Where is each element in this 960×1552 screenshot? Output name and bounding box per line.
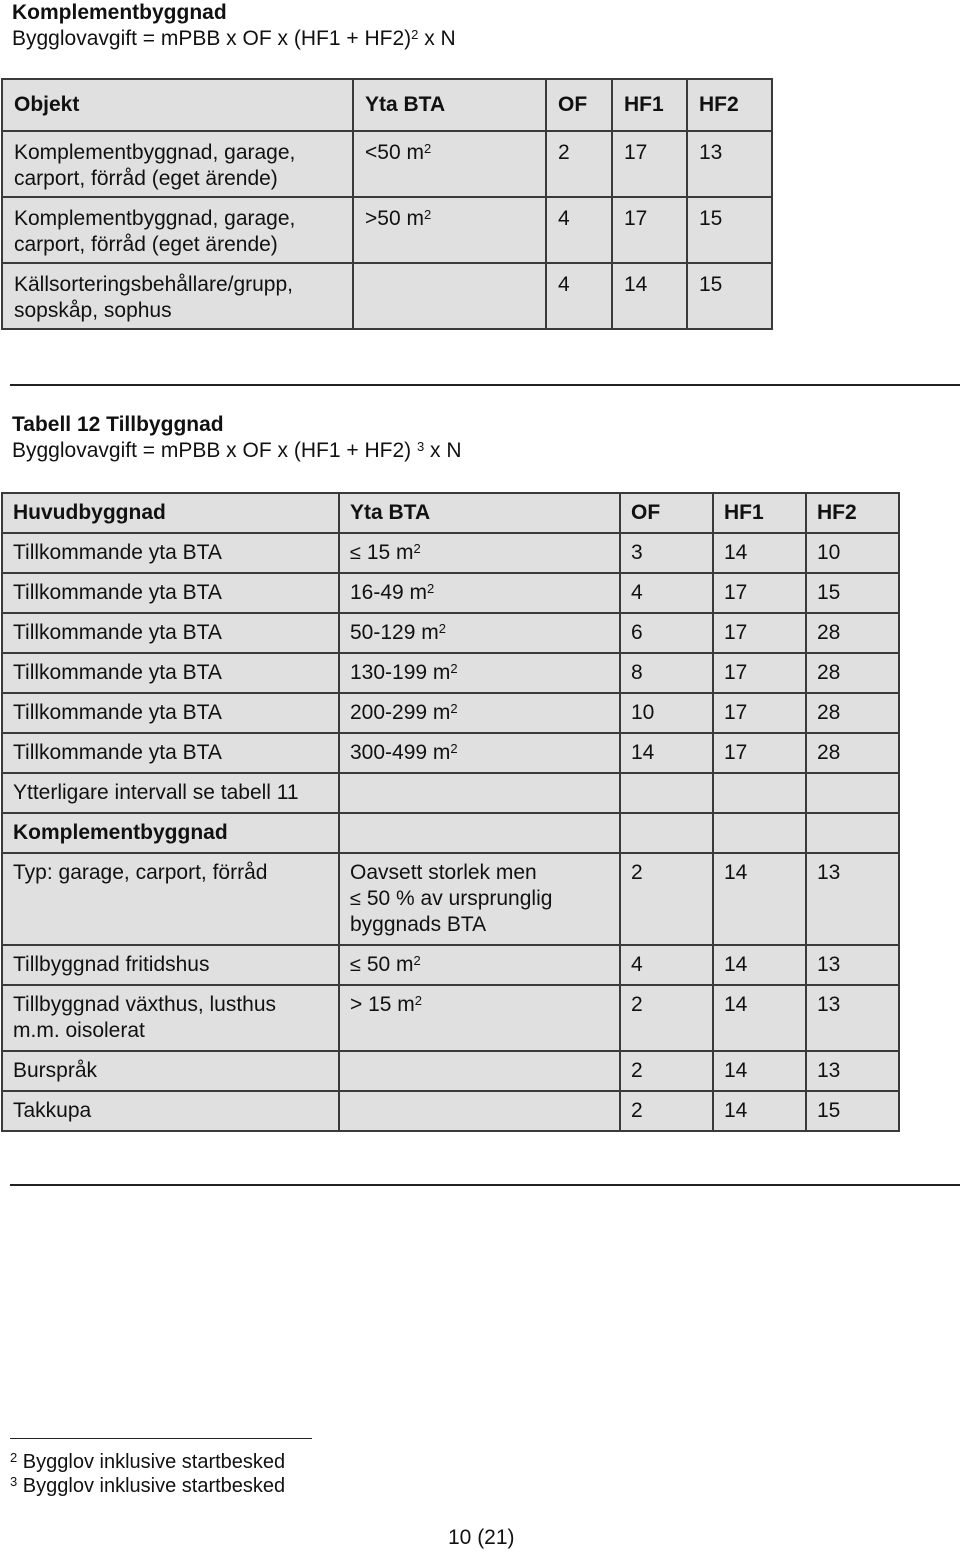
objekt-line: carport, förråd (eget ärende) bbox=[14, 167, 278, 190]
subheading: Komplementbyggnad bbox=[2, 813, 339, 853]
of-cell: 4 bbox=[620, 573, 713, 613]
hf1-cell: 14 bbox=[713, 533, 806, 573]
table-header-row bbox=[2, 79, 772, 131]
yta-value: 50-129 m bbox=[350, 621, 439, 644]
table-row bbox=[2, 613, 899, 653]
column-header: Yta BTA bbox=[339, 493, 620, 533]
footnote-ref: 3 bbox=[416, 439, 425, 454]
empty-cell bbox=[806, 813, 899, 853]
table-subheading-row bbox=[2, 813, 899, 853]
objekt-cell bbox=[2, 131, 353, 197]
column-header: HF1 bbox=[713, 493, 806, 533]
of-cell: 2 bbox=[620, 1051, 713, 1091]
hf2-cell: 13 bbox=[806, 945, 899, 985]
empty-cell bbox=[806, 773, 899, 813]
less-equal-symbol: ≤ bbox=[350, 888, 361, 910]
less-equal-symbol: ≤ bbox=[350, 954, 361, 976]
table-row bbox=[2, 693, 899, 733]
of-cell: 2 bbox=[620, 1091, 713, 1131]
empty-cell bbox=[339, 773, 620, 813]
unit-exponent: 2 bbox=[423, 141, 432, 156]
hf2-cell: 13 bbox=[806, 1051, 899, 1091]
page-number: 10 (21) bbox=[448, 1526, 515, 1549]
row-label: Tillkommande yta BTA bbox=[2, 613, 339, 653]
row-label: Tillkommande yta BTA bbox=[2, 533, 339, 573]
formula-suffix: x N bbox=[418, 27, 456, 50]
yta-cell bbox=[339, 613, 620, 653]
table-row bbox=[2, 573, 899, 613]
yta-cell bbox=[339, 573, 620, 613]
yta-cell bbox=[339, 733, 620, 773]
hf1-cell: 14 bbox=[713, 1091, 806, 1131]
row-label: Tillkommande yta BTA bbox=[2, 733, 339, 773]
objekt-line: Källsorteringsbehållare/grupp, bbox=[14, 273, 293, 296]
hf2-cell: 28 bbox=[806, 693, 899, 733]
hf2-cell: 13 bbox=[806, 985, 899, 1051]
of-cell: 4 bbox=[620, 945, 713, 985]
formula bbox=[12, 438, 462, 464]
section-title: Komplementbyggnad bbox=[12, 1, 227, 24]
hf1-cell: 17 bbox=[713, 693, 806, 733]
yta-cell bbox=[339, 653, 620, 693]
of-cell: 2 bbox=[546, 131, 612, 197]
unit-exponent: 2 bbox=[450, 701, 458, 716]
formula bbox=[12, 26, 456, 52]
yta-cell bbox=[339, 693, 620, 733]
section-divider bbox=[10, 1184, 960, 1186]
hf1-cell: 17 bbox=[713, 733, 806, 773]
table-row bbox=[2, 197, 772, 263]
hf1-cell: 14 bbox=[713, 1051, 806, 1091]
column-header: Huvudbyggnad bbox=[2, 493, 339, 533]
hf2-cell: 10 bbox=[806, 533, 899, 573]
of-cell: 2 bbox=[620, 985, 713, 1051]
hf2-cell: 15 bbox=[687, 263, 772, 329]
objekt-line: Komplementbyggnad, garage, bbox=[14, 141, 296, 164]
hf2-cell: 13 bbox=[806, 853, 899, 945]
hf2-cell: 28 bbox=[806, 613, 899, 653]
label-line: m.m. oisolerat bbox=[13, 1019, 145, 1042]
yta-value: 50 % av ursprunglig bbox=[360, 887, 553, 910]
of-cell: 4 bbox=[546, 263, 612, 329]
table-row bbox=[2, 945, 899, 985]
table-header-row bbox=[2, 493, 899, 533]
yta-cell bbox=[339, 533, 620, 573]
table-row bbox=[2, 733, 899, 773]
unit-exponent: 2 bbox=[438, 621, 446, 636]
yta-cell bbox=[353, 197, 546, 263]
row-label: Tillkommande yta BTA bbox=[2, 573, 339, 613]
objekt-cell bbox=[2, 197, 353, 263]
column-header: OF bbox=[620, 493, 713, 533]
yta-cell bbox=[339, 945, 620, 985]
hf2-cell: 15 bbox=[806, 1091, 899, 1131]
section-divider bbox=[10, 384, 960, 386]
formula-text: Bygglovavgift = mPBB x OF x (HF1 + HF2) bbox=[12, 27, 412, 50]
hf2-cell: 15 bbox=[806, 573, 899, 613]
footnote bbox=[10, 1450, 285, 1474]
table-row bbox=[2, 1091, 899, 1131]
table-row bbox=[2, 533, 899, 573]
of-cell: 10 bbox=[620, 693, 713, 733]
of-cell: 8 bbox=[620, 653, 713, 693]
hf1-cell: 17 bbox=[713, 613, 806, 653]
footnote bbox=[10, 1474, 285, 1498]
of-cell: 2 bbox=[620, 853, 713, 945]
table-row bbox=[2, 853, 899, 945]
empty-cell bbox=[339, 1091, 620, 1131]
yta-value: 16-49 m bbox=[350, 581, 428, 604]
column-header: Objekt bbox=[2, 79, 353, 131]
row-label: Burspråk bbox=[2, 1051, 339, 1091]
of-cell: 3 bbox=[620, 533, 713, 573]
table-row bbox=[2, 985, 899, 1051]
empty-cell bbox=[339, 1051, 620, 1091]
table-row bbox=[2, 263, 772, 329]
empty-cell bbox=[620, 773, 713, 813]
hf1-cell: 17 bbox=[612, 197, 687, 263]
yta-line: Oavsett storlek men bbox=[350, 861, 537, 884]
objekt-line: Komplementbyggnad, garage, bbox=[14, 207, 296, 230]
yta-value: >50 m bbox=[365, 207, 424, 230]
footnote-ref: 2 bbox=[411, 27, 419, 42]
column-header: HF2 bbox=[806, 493, 899, 533]
hf1-cell: 14 bbox=[713, 985, 806, 1051]
table-row bbox=[2, 653, 899, 693]
hf1-cell: 17 bbox=[713, 653, 806, 693]
formula-text: Bygglovavgift = mPBB x OF x (HF1 + HF2) bbox=[12, 439, 417, 462]
unit-exponent: 2 bbox=[450, 741, 458, 756]
hf1-cell: 14 bbox=[713, 945, 806, 985]
unit-exponent: 2 bbox=[450, 661, 458, 676]
hf1-cell: 17 bbox=[713, 573, 806, 613]
row-label: Tillkommande yta BTA bbox=[2, 693, 339, 733]
of-cell: 6 bbox=[620, 613, 713, 653]
column-header: OF bbox=[546, 79, 612, 131]
table-caption: Tabell 12 Tillbyggnad bbox=[12, 413, 224, 436]
footnote-text: Bygglov inklusive startbesked bbox=[22, 1451, 286, 1473]
yta-line bbox=[350, 886, 619, 912]
hf1-cell: 14 bbox=[612, 263, 687, 329]
fee-table-komplement bbox=[1, 78, 773, 330]
empty-cell bbox=[339, 813, 620, 853]
yta-cell bbox=[339, 853, 620, 945]
yta-line: byggnads BTA bbox=[350, 913, 487, 936]
row-label: Tillbyggnad fritidshus bbox=[2, 945, 339, 985]
column-header: Yta BTA bbox=[353, 79, 546, 131]
table-row bbox=[2, 1051, 899, 1091]
footnote-separator bbox=[10, 1438, 312, 1439]
hf1-cell: 14 bbox=[713, 853, 806, 945]
of-cell: 4 bbox=[546, 197, 612, 263]
row-label: Tillkommande yta BTA bbox=[2, 653, 339, 693]
unit-exponent: 2 bbox=[413, 541, 421, 556]
fee-table-tillbyggnad bbox=[1, 492, 900, 1132]
objekt-cell bbox=[2, 263, 353, 329]
less-equal-symbol: ≤ bbox=[350, 542, 361, 564]
unit-exponent: 2 bbox=[414, 993, 423, 1008]
yta-cell bbox=[339, 985, 620, 1051]
footnote-number: 2 bbox=[10, 1450, 18, 1465]
row-label: Takkupa bbox=[2, 1091, 339, 1131]
yta-value: 300-499 m bbox=[350, 741, 451, 764]
objekt-line: sopskåp, sophus bbox=[14, 299, 172, 322]
yta-value: 15 m bbox=[360, 541, 414, 564]
column-header: HF2 bbox=[687, 79, 772, 131]
objekt-line: carport, förråd (eget ärende) bbox=[14, 233, 278, 256]
footnote-text: Bygglov inklusive startbesked bbox=[22, 1475, 286, 1497]
unit-exponent: 2 bbox=[427, 581, 435, 596]
yta-cell bbox=[353, 263, 546, 329]
hf2-cell: 28 bbox=[806, 733, 899, 773]
unit-exponent: 2 bbox=[413, 953, 421, 968]
formula-suffix: x N bbox=[424, 439, 462, 462]
yta-value: <50 m bbox=[365, 141, 424, 164]
hf1-cell: 17 bbox=[612, 131, 687, 197]
empty-cell bbox=[620, 813, 713, 853]
hf2-cell: 28 bbox=[806, 653, 899, 693]
footnote-number: 3 bbox=[10, 1474, 18, 1489]
row-label: Ytterligare intervall se tabell 11 bbox=[2, 773, 339, 813]
row-label bbox=[2, 985, 339, 1051]
table-row bbox=[2, 131, 772, 197]
yta-value: 50 m bbox=[360, 953, 414, 976]
label-line: Tillbyggnad växthus, lusthus bbox=[13, 993, 277, 1016]
empty-cell bbox=[713, 813, 806, 853]
yta-value: 200-299 m bbox=[350, 701, 451, 724]
empty-cell bbox=[713, 773, 806, 813]
of-cell: 14 bbox=[620, 733, 713, 773]
yta-cell bbox=[353, 131, 546, 197]
table-row bbox=[2, 773, 899, 813]
yta-value: > 15 m bbox=[350, 993, 415, 1016]
unit-exponent: 2 bbox=[423, 207, 432, 222]
yta-value: 130-199 m bbox=[350, 661, 451, 684]
hf2-cell: 13 bbox=[687, 131, 772, 197]
hf2-cell: 15 bbox=[687, 197, 772, 263]
column-header: HF1 bbox=[612, 79, 687, 131]
row-label: Typ: garage, carport, förråd bbox=[2, 853, 339, 945]
